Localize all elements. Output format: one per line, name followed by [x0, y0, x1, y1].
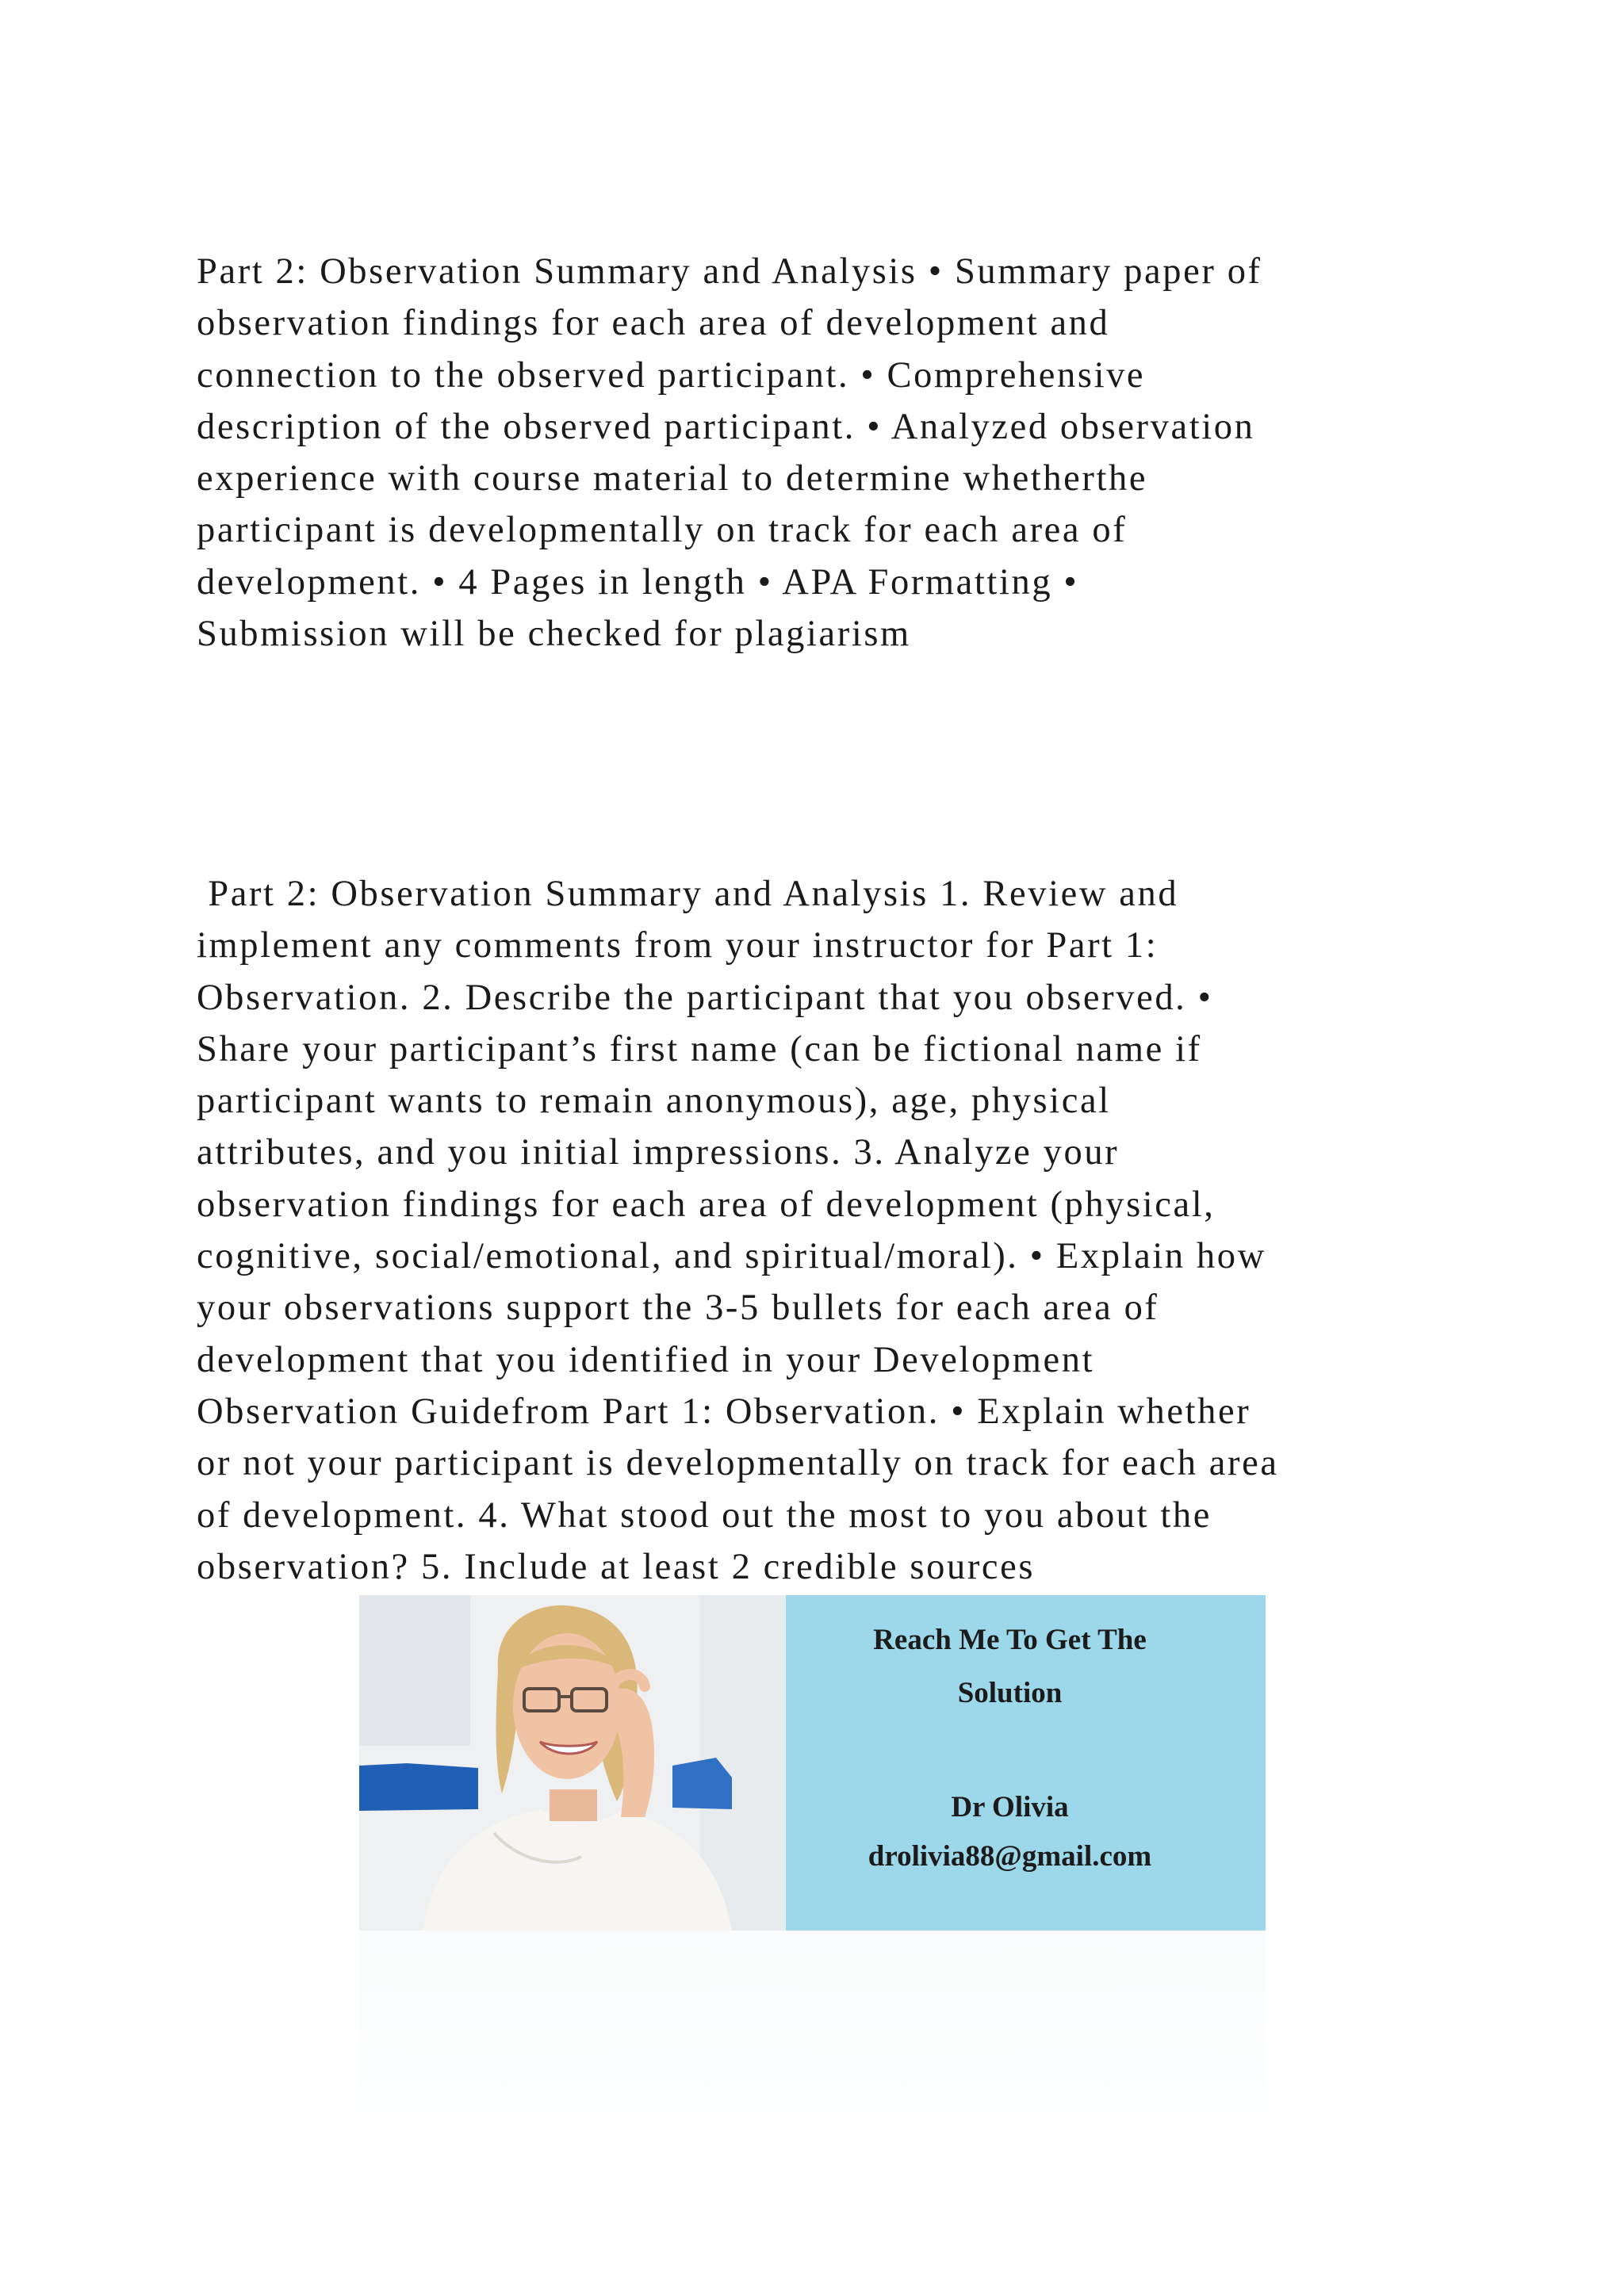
body-paragraph-2: Part 2: Observation Summary and Analysis 1. Review and implement any comments from your instructor for Part 1: Observation. 2. Describe the participant that you observed. • Share your participant’s first name (can be fictional name if participant wants to remain anonymous), age, physical attributes, and you initial impressions. 3. Analyze your observation findings for each area of development (physical, cognitive, social/emotional, and spiritual/moral). • Explain how your observations support the 3-5 bullets for each area of development that you identified in your Development Observation Guidefrom Part 1: Observation. • Explain whether or not your participant is developmentally on track for each area of development. 4. What stood out the most to you about the observation? 5. Include at least 2 credible sources: [197, 874, 1279, 1587]
ad-heading-line-2: Solution: [957, 1677, 1063, 1709]
ad-contact-email: drolivia88@gmail.com: [868, 1840, 1152, 1873]
banner-shadow-fade: [359, 1931, 1266, 2296]
contact-info-panel: [786, 1595, 1266, 1931]
ad-heading-line-1: Reach Me To Get The: [873, 1624, 1147, 1656]
body-paragraph-1: Part 2: Observation Summary and Analysis • Summary paper of observation findings for each area of development and connection to the observed participant. • Comprehensive description of the observed participant. • Analyzed observation experience with course material to determine whetherthe participant is developmentally on track for each area of development. • 4 Pages in length • APA Formatting • Submission will be checked for plagiarism: [197, 251, 1262, 655]
woman-with-glasses-photo: [359, 1595, 786, 1931]
ad-contact-name: Dr Olivia: [951, 1791, 1069, 1823]
contact-ad-banner: [359, 1595, 1266, 1931]
